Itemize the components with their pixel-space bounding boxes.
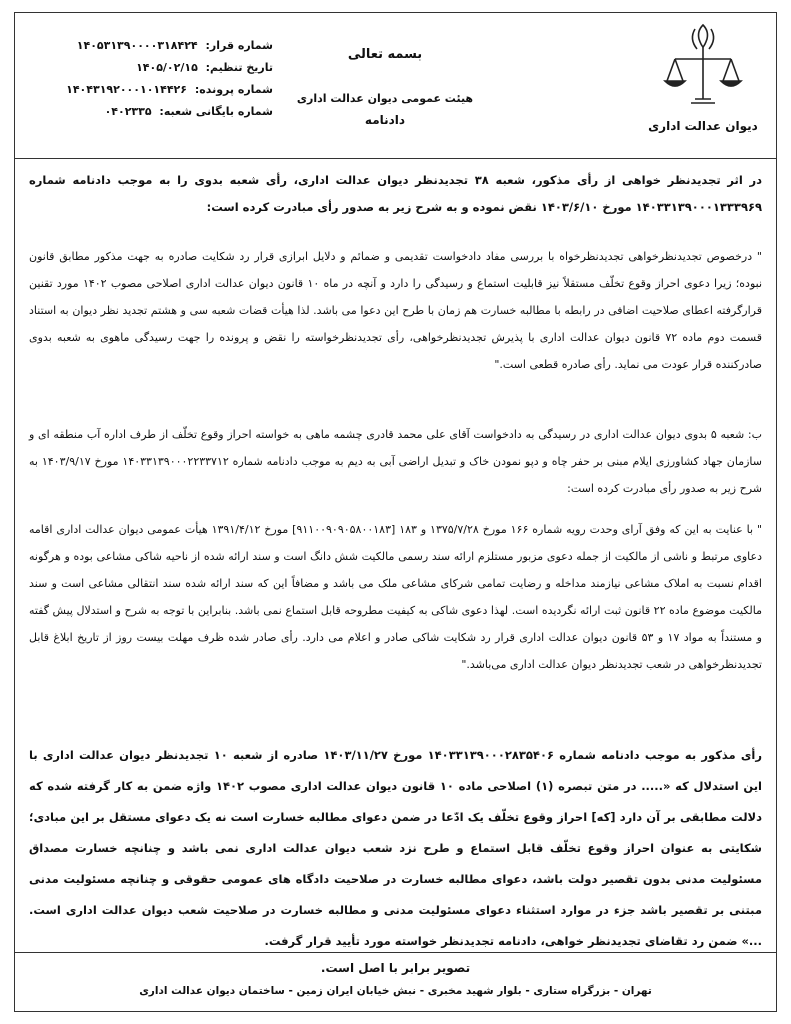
meta-label: شماره بایگانی شعبه: [159,105,273,118]
document-header [15,13,776,159]
document-metadata [23,35,273,123]
document-frame [14,12,777,1012]
meta-value: ۱۴۰۴۳۱۹۲۰۰۰۱۰۱۴۴۲۶ [66,83,187,96]
ruling-quote-2: " با عنایت به این که وفق آرای وحدت رویه شماره ۱۶۶ مورخ ۱۳۷۵/۷/۲۸ و ۱۸۳ [۹۱۱۰۰۹۰۹۰۵۸۰۰۱۸۳] مورخ ۱۳۹۱/۴/۱۲ هیأت عمومی دیوان عدالت اداری اقامه دعاوی مرتبط و ناشی از مالکیت از جمله دعوی مزبور مستلزم ارائه سند رسمی مالکیت شش دانگ است و سند ارائه شده از ناحیه شاکی مشاعی بوده و هرگونه اقدام نسبت به املاک مشاعی نیازمند مداخله و رضایت تمامی شرکای مشاعی ملک می باشد و مضافاً این که سند ارائه شده سند انتقالی مشاعی است و سند مالکیت موضوع ماده ۲۲ قانون ثبت ارائه نگردیده است. لهذا دعوی شاکی به کیفیت مطروحه قابل استماع نمی باشد. بنابراین با توجه به شرح و استدلال پیش گفته و مستنداً به مواد ۱۷ و ۵۳ قانون دیوان عدالت اداری قرار رد شکایت شاکی صادر و اعلام می دارد. رأی صادر شده ظرف مهلت بیست روز از تاریخ ابلاغ قابل تجدیدنظرخواهی در شعب تجدیدنظر دیوان عدالت اداری می‌باشد." [29,523,763,671]
ruling-quote-1: " درخصوص تجدیدنظرخواهی تجدیدنظرخواه با بررسی مفاد دادخواست تقدیمی و ضمائم و دلایل ابرازی قرار رد شکایت صادره به جهت مذکور مطابق قانون نبوده؛ زیرا دعوی احراز وقوع تخلّف مستقلاً نیز قابلیت استماع و رسیدگی را دارد و آنچه در ماه ۱۰ قانون دیوان عدالت اداری اصلاحی مصوب ۱۴۰۲ مورد تقنین قرارگرفته اعطای صلاحیت اضافی در رابطه با مطالبه خسارت هم زمان با طرح این دعوا می باشد. لذا هیأت قضات شعبه سی و هشتم تجدید نظر دیوان به استناد قسمت دوم ماده ۷۲ قانون دیوان عدالت اداری با پذیرش تجدیدنظرخواهی، رأی تجدیدنظرخواسته را نقض و پرونده را جهت رسیدگی ماهوی به شعبه بدوی صادرکننده قرار عودت می نماید. رأی صادره قطعی است." [29,250,763,371]
meta-label: تاریخ تنظیم: [205,61,273,74]
meta-row-ruling-number [23,35,273,57]
meta-value: ۱۴۰۵/۰۲/۱۵ [136,61,198,74]
document-footer [15,952,776,1011]
certified-copy-note: تصویر برابر با اصل است. [320,961,471,975]
court-address: تهران - بزرگراه ستاری - بلوار شهید مخبری - نبش خیابان ایران زمین - ساختمان دیوان عدالت اداری [139,985,652,997]
court-name: دیوان عدالت اداری [648,119,758,133]
verdict-title: دادنامه [364,113,406,127]
meta-row-date [23,57,273,79]
board-name: هیئت عمومی دیوان عدالت اداری [296,92,474,105]
intro-paragraph: در اثر تجدیدنظر خواهی از رأی مذکور، شعبه ۳۸ تجدیدنظر دیوان عدالت اداری، رأی شعبه بدوی را به موجب دادنامه شماره ۱۴۰۳۳۱۳۹۰۰۰۱۳۳۳۹۶۹ مورخ ۱۴۰۳/۶/۱۰ نقض نموده و به شرح زیر به صدور رأی مبادرت کرده است: [29,173,763,214]
court-emblem [648,19,758,133]
scales-of-justice-icon [663,19,743,111]
meta-row-case-number [23,79,273,101]
meta-value: ۰۴۰۲۳۳۵ [104,105,152,118]
conclusion-paragraph: رأی مذکور به موجب دادنامه شماره ۱۴۰۳۳۱۳۹۰۰۰۲۸۳۵۴۰۶ مورخ ۱۴۰۳/۱۱/۲۷ صادره از شعبه ۱۰ تجدیدنظر دیوان عدالت اداری با این استدلال که «..... در متن تبصره (۱) اصلاحی ماده ۱۰ قانون دیوان عدالت اداری مصوب ۱۴۰۲ واژه ضمن به کار گرفته شده که دلالت مطابقی بر آن دارد [که] احراز وقوع تخلّف یک ادّعا در ضمن دعوای مطالبه خسارت است نه یک دعوای مستقل بر این مبادی؛ شکایتی به عنوان احراز وقوع تخلّف قابل استماع و طرح نزد شعب دیوان عدالت اداری نمی باشد و چنانچه خسارت مصداق مسئولیت مدنی بدون تقصیر دولت باشد، دعوای مطالبه خسارت در صلاحیت دادگاه های عمومی حقوقی و چنانچه مسئولیت مدنی مبتنی بر تقصیر باشد جزء در موارد استثناء دعوای مسئولیت مدنی و مطالبه خسارت در صلاحیت شعب دیوان عدالت اداری است. ...» ضمن رد تقاضای تجدیدنظر خواهی، دادنامه تجدیدنظر خواسته مورد تأیید قرار گرفت. [29,748,762,948]
meta-label: شماره پرونده: [194,83,273,96]
besmeh-title: بسمه تعالی [347,47,423,62]
part-b-paragraph: ب: شعبه ۵ بدوی دیوان عدالت اداری در رسیدگی به دادخواست آقای علی محمد قادری چشمه ماهی به خواسته احراز وقوع تخلّف از طرف اداره آب منطقه ای و سازمان جهاد کشاورزی ایلام مبنی بر حفر چاه و دپو نمودن خاک و تبدیل اراضی آبی به دیم به موجب دادنامه شماره ۱۴۰۳۳۱۳۹۰۰۰۲۲۳۳۷۱۲ مورخ ۱۴۰۳/۹/۱۷ به شرح زیر به صدور رأی مبادرت کرده است: [29,428,762,495]
header-titles [265,47,505,127]
meta-label: شماره قرار: [205,39,273,52]
meta-row-archive-number [23,101,273,123]
meta-value: ۱۴۰۵۳۱۳۹۰۰۰۰۳۱۸۴۲۴ [76,39,198,52]
